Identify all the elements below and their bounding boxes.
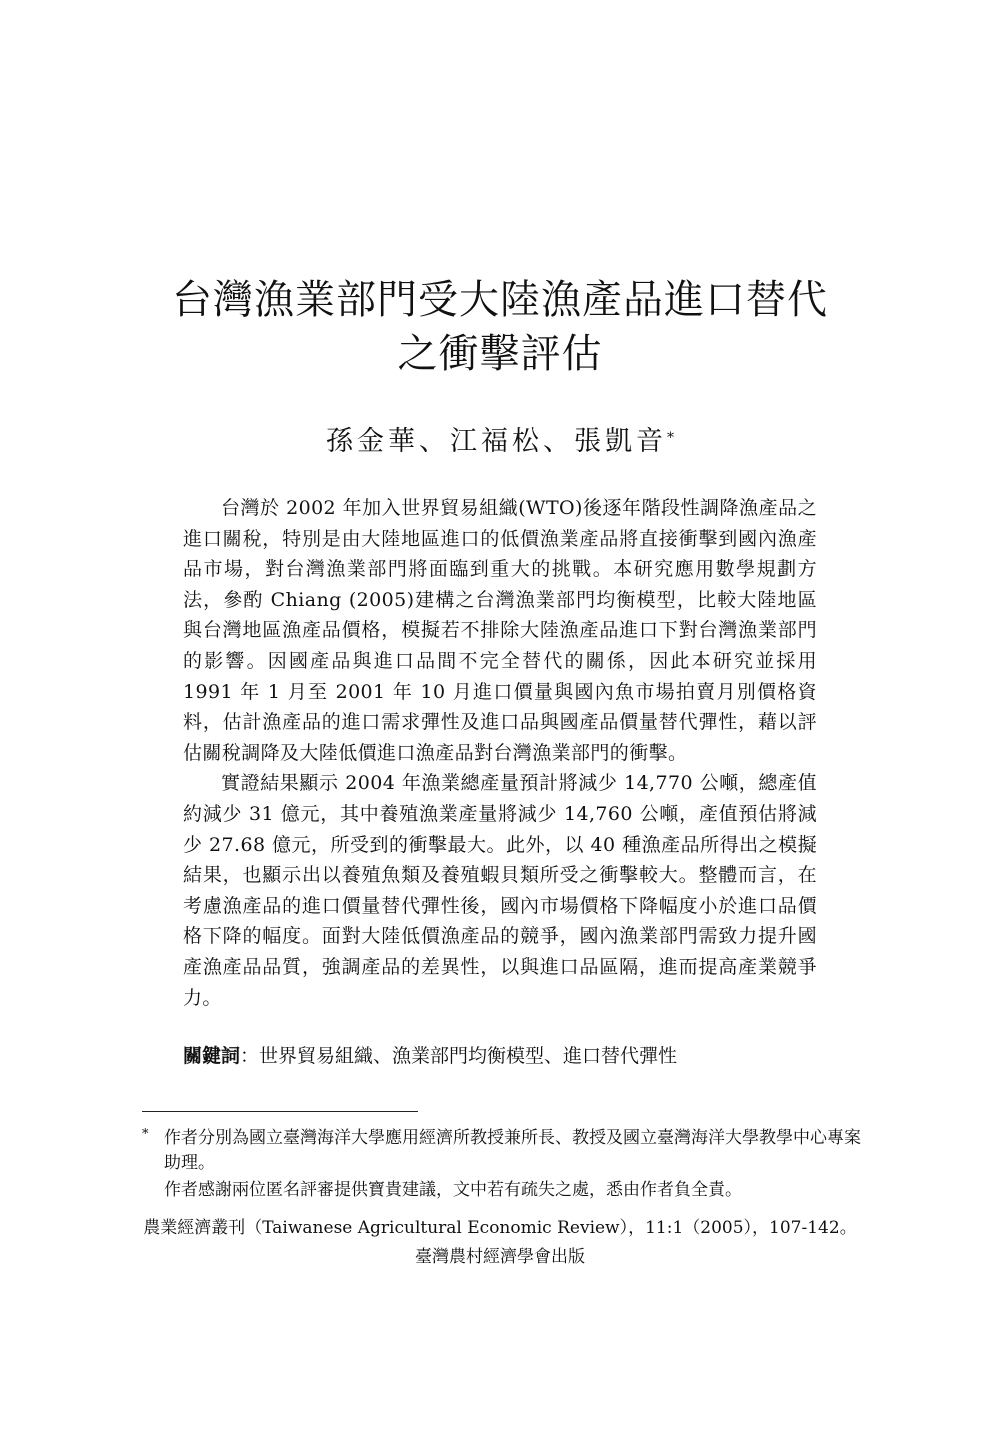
footnote-acknowledgement: 作者感謝兩位匿名評審提供寶貴建議，文中若有疏失之處，悉由作者負全責。 xyxy=(164,1180,742,1200)
footnote-affiliation: 作者分別為國立臺灣海洋大學應用經濟所教授兼所長、教授及國立臺灣海洋大學教學中心專案助理。 xyxy=(164,1128,861,1173)
keywords xyxy=(183,1041,817,1071)
abstract xyxy=(183,493,817,1013)
footnote xyxy=(142,1126,862,1203)
author-names: 孫金華、江福松、張凱音 xyxy=(326,426,667,457)
footnote-divider xyxy=(142,1111,418,1112)
paper-title-line-1: 台灣漁業部門受大陸漁產品進口替代 xyxy=(172,277,828,323)
author-list xyxy=(100,424,900,460)
paper-title-line-2: 之衝擊評估 xyxy=(397,331,603,377)
abstract-paragraph-2: 實證結果顯示 2004 年漁業總產量預計將減少 14,770 公噸，總產值約減少 31 億元，其中養殖漁業產量將減少 14,760 公噸，產值預估將減少 27.68 億元，所受到的衝擊最大。此外，以 40 種漁產品所得出之模擬結果，也顯示出以養殖魚類及養殖蝦貝類所受之衝擊較大。整體而言，在考慮漁產品的進口價量替代彈性後，國內市場價格下降幅度小於進口品價格下降的幅度。面對大陸低價漁產品的競爭，國內漁業部門需致力提升國產漁產品品質，強調產品的差異性，以與進口品區隔，進而提高產業競爭力。 xyxy=(183,772,817,1009)
journal-citation: 農業經濟叢刊（Taiwanese Agricultural Economic Review），11:1（2005），107-142。 xyxy=(143,1218,857,1238)
journal-publisher: 臺灣農村經濟學會出版 xyxy=(415,1247,585,1267)
keywords-label: 關鍵詞 xyxy=(183,1045,241,1067)
keywords-separator: ： xyxy=(240,1045,260,1067)
keywords-text: 世界貿易組織、漁業部門均衡模型、進口替代彈性 xyxy=(259,1045,678,1067)
abstract-paragraph-1: 台灣於 2002 年加入世界貿易組織(WTO)後逐年階段性調降漁產品之進口關稅，特別是由大陸地區進口的低價漁業產品將直接衝擊到國內漁產品市場，對台灣漁業部門將面臨到重大的挑戰。本研究應用數學規劃方法，參酌 Chiang (2005)建構之台灣漁業部門均衡模型，比較大陸地區與台灣地區漁產品價格，模擬若不排除大陸漁產品進口下對台灣漁業部門的影響。因國產品與進口品間不完全替代的關係，因此本研究並採用 1991 年 1 月至 2001 年 10 月進口價量與國內魚市場拍賣月別價格資料，估計漁產品的進口需求彈性及進口品與國產品價量替代彈性，藉以評估關稅調降及大陸低價進口漁產品對台灣漁業部門的衝擊。 xyxy=(183,497,817,764)
footnote-marker: * xyxy=(142,1127,149,1142)
author-footnote-marker: * xyxy=(667,430,674,446)
